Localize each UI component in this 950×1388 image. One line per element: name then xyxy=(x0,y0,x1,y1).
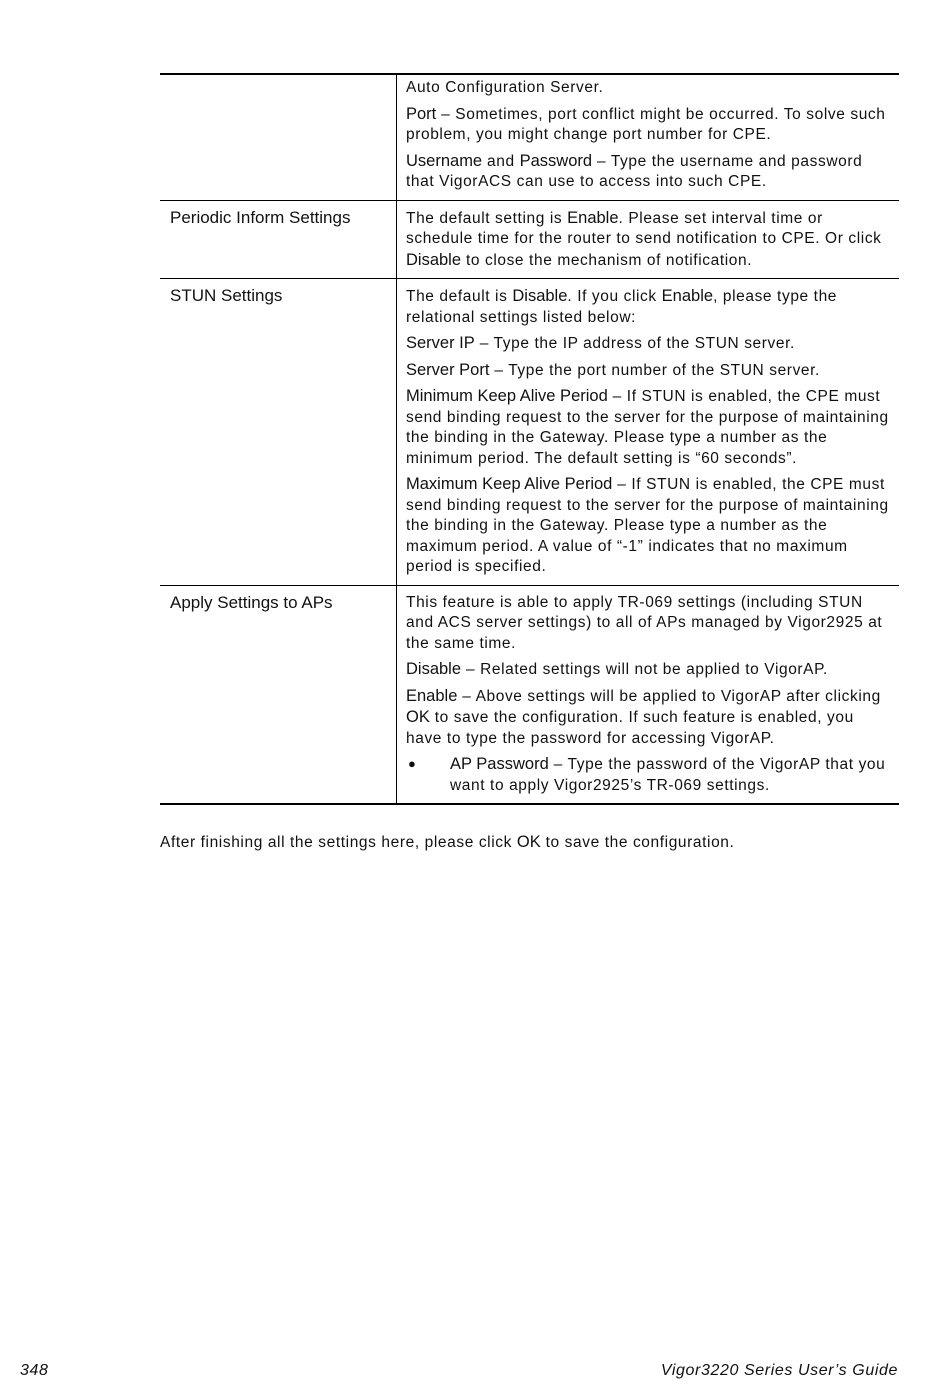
description-paragraph xyxy=(406,386,891,469)
text-span: – Type the username and password that VigorACS can use to access into such CPE. xyxy=(406,152,863,190)
term-username: Username xyxy=(406,151,483,170)
term-disable: Disable xyxy=(512,287,568,305)
text-span: and xyxy=(482,152,520,170)
bullet-text xyxy=(450,754,891,796)
row-description xyxy=(397,586,899,804)
row-label: Apply Settings to APs xyxy=(160,586,397,804)
term-server-port: Server Port xyxy=(406,360,490,379)
term-password: Password xyxy=(519,151,593,170)
text-span: After finishing all the settings here, please click xyxy=(160,834,517,851)
footer-note xyxy=(160,833,734,852)
text-span: to save the configuration. xyxy=(540,834,735,851)
row-label: Periodic Inform Settings xyxy=(160,201,397,279)
table-row xyxy=(160,75,899,200)
description-paragraph: This feature is able to apply TR-069 settings (including STUN and ACS server settings) to all of APs managed by Vigor2925 at the same time. xyxy=(406,593,883,652)
term-disable: Disable xyxy=(406,250,462,269)
text-span: to close the mechanism of notification. xyxy=(461,251,753,269)
description-paragraph xyxy=(406,474,891,578)
text-span: – Above settings will be applied to VigorAP after clicking xyxy=(457,687,881,705)
table-row xyxy=(160,278,899,585)
text-span: – Sometimes, port conflict might be occurred. To solve such problem, you might change port number for CPE. xyxy=(406,105,886,143)
text-span: – Related settings will not be applied to VigorAP. xyxy=(461,661,828,678)
row-description xyxy=(397,279,899,585)
term-ok: OK xyxy=(406,708,430,726)
text-span: , please type the relational settings listed below: xyxy=(406,288,838,326)
description-paragraph xyxy=(406,151,891,193)
description-paragraph xyxy=(406,286,891,328)
text-span: – Type the port number of the STUN server. xyxy=(489,361,820,379)
description-paragraph xyxy=(406,78,891,99)
settings-description-table xyxy=(160,73,899,805)
term-enable: Enable xyxy=(406,686,458,705)
description-paragraph xyxy=(406,104,891,146)
row-description xyxy=(397,75,899,200)
description-paragraph xyxy=(406,659,891,681)
text-span: The default setting is xyxy=(406,209,568,227)
text-span: . Please set interval time or schedule time for the router to send notification to CPE. Or click xyxy=(406,209,882,247)
term-maximum-keep-alive: Maximum Keep Alive Period xyxy=(406,475,613,493)
term-enable: Enable xyxy=(567,208,619,227)
table-row xyxy=(160,585,899,804)
page-number: 348 xyxy=(20,1362,49,1379)
description-paragraph xyxy=(406,686,891,750)
term-minimum-keep-alive: Minimum Keep Alive Period xyxy=(406,387,608,405)
text-span: to save the configuration. If such feature is enabled, you have to type the password for accessing VigorAP. xyxy=(406,709,854,747)
description-paragraph xyxy=(406,333,891,355)
table-row xyxy=(160,200,899,279)
term-port: Port xyxy=(406,104,437,123)
description-paragraph xyxy=(406,360,891,382)
bullet-icon: ● xyxy=(408,756,417,771)
term-server-ip: Server IP xyxy=(406,334,475,352)
text-span: – If STUN is enabled, the CPE must send binding request to the server for the purpose of maintaining the binding in the Gateway. Please type a number as the minimum period. The default setting is “60 seconds”. xyxy=(406,388,889,467)
row-label xyxy=(160,75,397,200)
term-ap-password: AP Password xyxy=(450,755,549,773)
description-paragraph xyxy=(406,208,891,272)
text-span: – Type the IP address of the STUN server. xyxy=(474,335,795,352)
row-label: STUN Settings xyxy=(160,279,397,585)
guide-title: Vigor3220 Series User’s Guide xyxy=(660,1362,898,1379)
term-ok: OK xyxy=(516,833,541,851)
term-enable: Enable xyxy=(661,287,714,305)
text-span: Auto Configuration Server. xyxy=(406,79,604,96)
text-span: – If STUN is enabled, the CPE must send binding request to the server for the purpose of maintaining the binding in the Gateway. Please type a number as the maximum period. A value of “-1” indicates that no maximum period is specified. xyxy=(406,476,889,575)
bullet-item xyxy=(406,754,891,796)
text-span: . If you click xyxy=(567,288,662,305)
text-span: The default is xyxy=(406,288,513,305)
row-description xyxy=(397,201,899,279)
term-disable: Disable xyxy=(406,660,462,678)
text-span: – Type the password of the VigorAP that you want to apply Vigor2925’s TR-069 settings. xyxy=(450,756,886,794)
